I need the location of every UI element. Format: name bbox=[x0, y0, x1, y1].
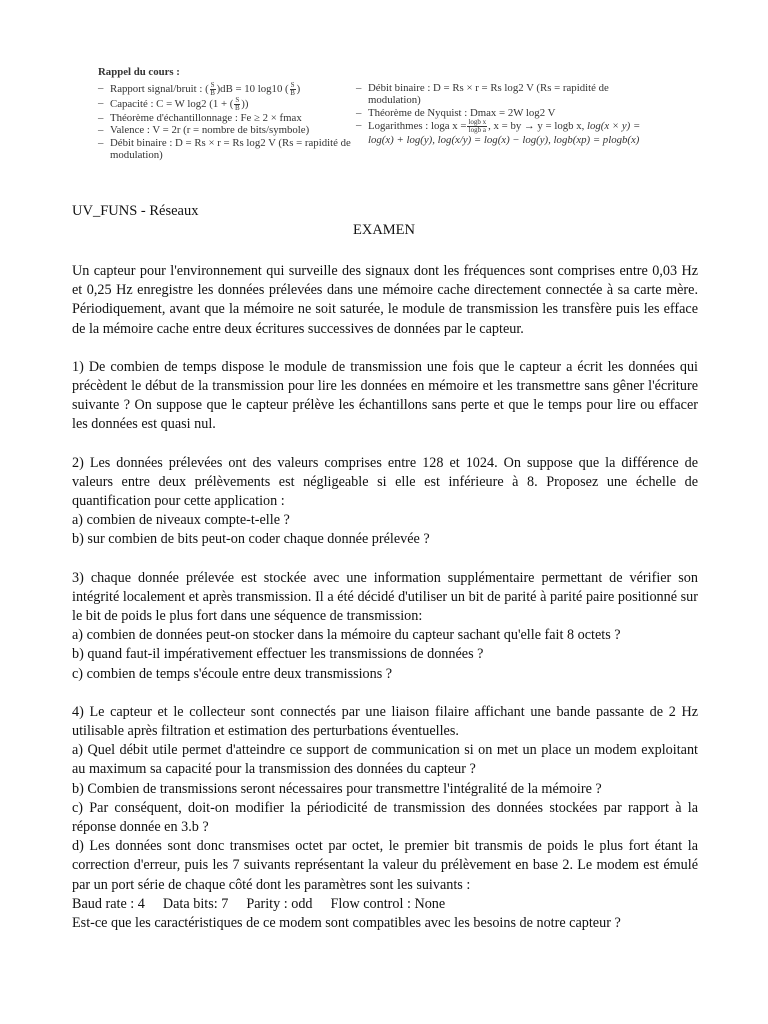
question-1: 1) De combien de temps dispose le module de transmission une fois que le capteur a écrit les données qui précèdent le début de la transmission pour lire les données en mémoire et les transmettre sans gêner l'écriture suivante ? On suppose que le capteur prélève les échantillons sans perte et que le temps pour lire ou effacer les données est quasi nul. bbox=[72, 358, 698, 433]
question-4c: c) Par conséquent, doit-on modifier la périodicité de transmission des données stockées par rapport à la réponse donnée en 3.b ? bbox=[72, 799, 698, 836]
recall-sampling: – Théorème d'échantillonnage : Fe ≥ 2 × fmax bbox=[98, 112, 356, 125]
course-recall-box bbox=[98, 66, 643, 162]
recall-bitrate-right: – Débit binaire : D = Rs × r = Rs log2 V (Rs = rapidité de modulation) bbox=[356, 82, 643, 107]
recall-title: Rappel du cours : bbox=[98, 66, 180, 78]
recall-logarithms: – Logarithmes : loga x = $\frac{\text{logb x}}{\text{logb a}}$ , x = by → y = logb x, log(x × y) = log(x) + log(y), log(x/y) = log(x) − log(y), logb(xp) = plogb(x) bbox=[356, 119, 643, 147]
question-2: 2) Les données prélevées ont des valeurs comprises entre 128 et 1024. On suppose que la différence de valeurs entre deux prélèvements est négligeable si elle est inférieure à 8. Proposez une échelle de quantification pour cette application : bbox=[72, 454, 698, 510]
question-2a: a) combien de niveaux compte-t-elle ? bbox=[72, 512, 290, 529]
param-flow-control: Flow control : None bbox=[330, 895, 446, 912]
recall-right-column bbox=[356, 82, 643, 162]
question-2b: b) sur combien de bits peut-on coder chaque donnée prélevée ? bbox=[72, 531, 430, 548]
course-name: UV_FUNS - Réseaux bbox=[72, 203, 199, 219]
modem-parameters bbox=[72, 895, 698, 914]
question-4b: b) Combien de transmissions seront nécessaires pour transmettre l'intégralité de la mémoire ? bbox=[72, 780, 602, 797]
question-4a: a) Quel débit utile permet d'atteindre ce support de communication si on met un place un modem exploitant au maximum sa capacité pour la transmission des données du capteur ? bbox=[72, 742, 698, 778]
param-baud-rate: Baud rate : 4 bbox=[72, 895, 145, 912]
question-3: 3) chaque donnée prélevée est stockée avec une information supplémentaire permettant de vérifier son intégrité localement et après transmission. Il a été décidé d'utiliser un bit de parité à parité paire positionné sur le bit de poids le plus fort dans une séquence de transmission: bbox=[72, 569, 698, 625]
recall-bitrate-left: – Débit binaire : D = Rs × r = Rs log2 V (Rs = rapidité de modulation) bbox=[98, 137, 356, 162]
question-3a: a) combien de données peut-on stocker dans la mémoire du capteur sachant qu'elle fait 8 octets ? bbox=[72, 627, 621, 644]
question-4: 4) Le capteur et le collecteur sont connectés par une liaison filaire affichant une bande passante de 2 Hz utilisable après filtration et estimation des perturbations éventuelles. bbox=[72, 703, 698, 740]
question-4d: d) Les données sont donc transmises octet par octet, le premier bit transmis de poids le plus fort étant la correction d'erreur, puis les 7 suivants représentant la valeur du prélèvement en base 2. Le modem est émulé par un port série de chaque côté dont les paramètres sont les suivants : bbox=[72, 838, 698, 893]
param-parity: Parity : odd bbox=[246, 895, 313, 912]
recall-capacity: – Capacité : C = W log2 (1 + ( $\frac{S}{B}$ )) bbox=[98, 97, 356, 112]
recall-left-column bbox=[98, 82, 356, 162]
intro-paragraph: Un capteur pour l'environnement qui surveille des signaux dont les fréquences sont comprises entre 0,03 Hz et 0,25 Hz enregistre les données prélevées dans une mémoire cache directement connectée à sa carte mère. Périodiquement, avant que la mémoire ne soit saturée, le module de transmission les transfère puis les efface de la mémoire cache entre deux écritures successives de données par le capteur. bbox=[72, 263, 698, 337]
param-data-bits: Data bits: 7 bbox=[162, 895, 229, 912]
recall-snr: – Rapport signal/bruit : ( $\frac{S}{B}$ )dB = 10 log10 ( $\frac{S}{B}$ ) bbox=[98, 82, 356, 97]
question-4-final: Est-ce que les caractéristiques de ce modem sont compatibles avec les besoins de notre capteur ? bbox=[72, 915, 621, 932]
exam-title: EXAMEN bbox=[352, 222, 416, 238]
question-3c: c) combien de temps s'écoule entre deux transmissions ? bbox=[72, 665, 393, 682]
exam-body bbox=[72, 262, 698, 933]
question-3b: b) quand faut-il impérativement effectuer les transmissions de données ? bbox=[72, 646, 484, 663]
recall-nyquist: – Théorème de Nyquist : Dmax = 2W log2 V bbox=[356, 107, 643, 120]
recall-valence: – Valence : V = 2r (r = nombre de bits/symbole) bbox=[98, 124, 356, 137]
